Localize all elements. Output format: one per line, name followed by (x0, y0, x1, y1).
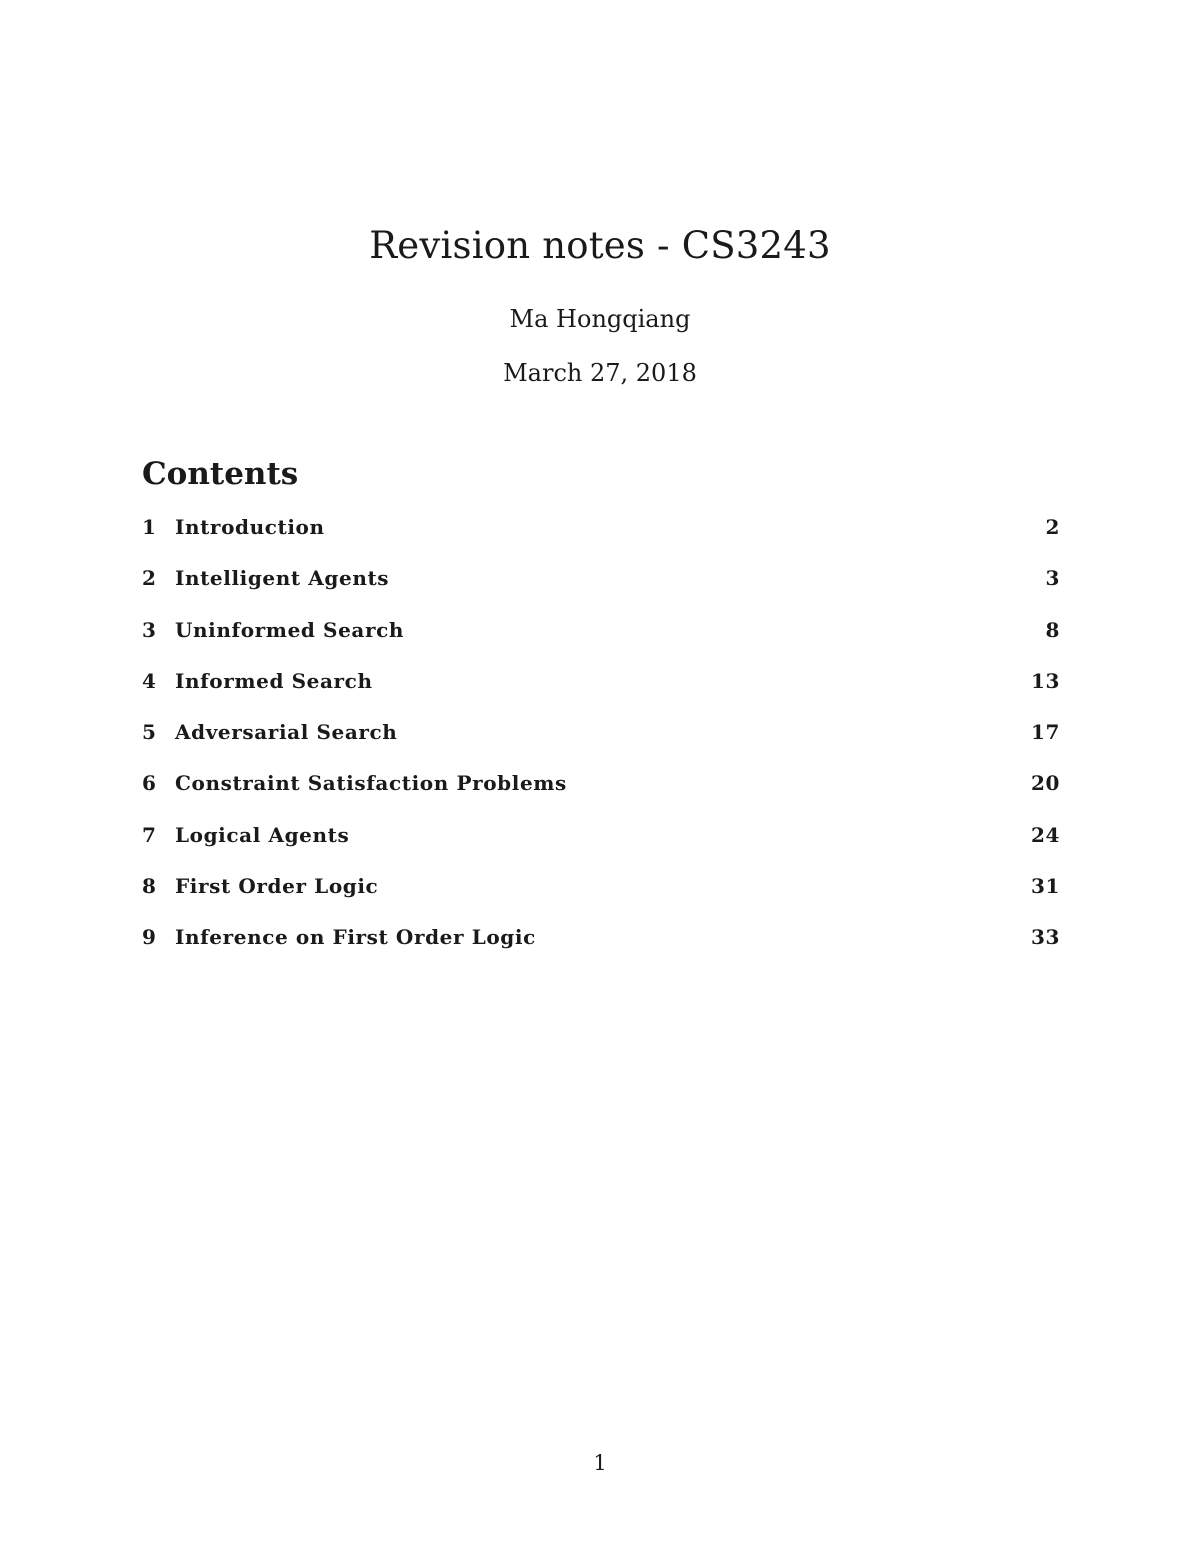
toc-entry-number: 7 (142, 822, 157, 847)
toc-entry-page[interactable]: 2 (1045, 515, 1060, 539)
toc-entry-number: 6 (142, 771, 157, 796)
toc-entry-inference-on-first-order-logic[interactable] (142, 925, 1060, 976)
toc-entry-page[interactable]: 3 (1045, 566, 1060, 591)
toc-entry-page[interactable]: 33 (1030, 925, 1060, 950)
document-date: March 27, 2018 (503, 359, 697, 387)
toc-entry-title[interactable]: Inference on First Order Logic (175, 925, 536, 950)
page-number: 1 (593, 1451, 607, 1475)
toc-entry-number: 4 (142, 668, 157, 693)
toc-entry-first-order-logic[interactable] (142, 874, 1060, 925)
toc-entry-intelligent-agents[interactable] (142, 566, 1060, 617)
toc-entry-number: 8 (142, 874, 157, 899)
toc-entry-page[interactable]: 8 (1045, 617, 1060, 642)
toc-entry-number: 1 (142, 515, 157, 539)
toc-entry-number: 3 (142, 617, 157, 642)
toc-entry-title[interactable]: Informed Search (175, 668, 373, 693)
toc-entry-introduction[interactable] (142, 515, 1060, 566)
toc-entry-logical-agents[interactable] (142, 823, 1060, 874)
toc-entry-adversarial-search[interactable] (142, 720, 1060, 771)
document-title: Revision notes - CS3243 (369, 224, 831, 267)
toc-entry-page[interactable]: 20 (1030, 771, 1060, 796)
toc-entry-uninformed-search[interactable] (142, 618, 1060, 669)
toc-entry-page[interactable]: 17 (1030, 720, 1060, 745)
toc-entry-page[interactable]: 13 (1030, 668, 1060, 693)
toc-entry-title[interactable]: Intelligent Agents (175, 566, 390, 591)
toc-entry-title[interactable]: Introduction (175, 515, 325, 539)
contents-heading: Contents (142, 456, 299, 492)
toc-entry-title[interactable]: First Order Logic (175, 874, 379, 899)
toc-entry-title[interactable]: Constraint Satisfaction Problems (175, 771, 567, 796)
toc-entry-number: 9 (142, 925, 157, 950)
toc-entry-constraint-satisfaction-problems[interactable] (142, 771, 1060, 822)
toc-entry-title[interactable]: Uninformed Search (175, 617, 405, 642)
toc-entry-title[interactable]: Logical Agents (175, 822, 350, 847)
document-author: Ma Hongqiang (509, 305, 691, 333)
toc-entry-title[interactable]: Adversarial Search (175, 720, 398, 745)
toc-entry-page[interactable]: 31 (1030, 874, 1060, 899)
toc-entry-number: 2 (142, 566, 157, 591)
table-of-contents (142, 515, 1060, 977)
toc-entry-informed-search[interactable] (142, 669, 1060, 720)
toc-entry-number: 5 (142, 720, 157, 745)
toc-entry-page[interactable]: 24 (1030, 822, 1060, 847)
